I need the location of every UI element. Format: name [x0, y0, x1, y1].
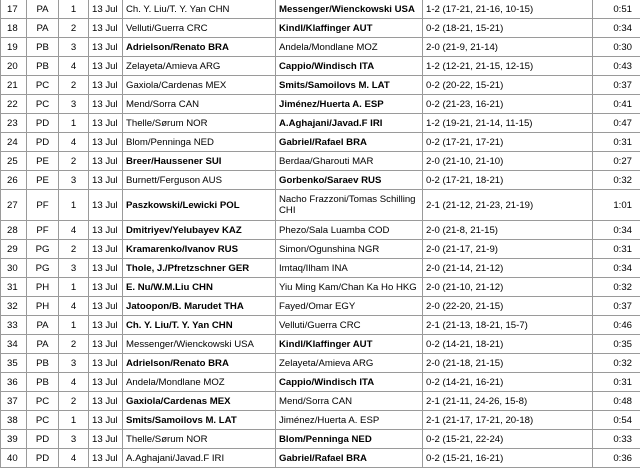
table-row — [1, 221, 640, 240]
pool-cell: PC — [27, 95, 59, 114]
match-number-cell: 36 — [1, 373, 27, 392]
date-cell: 13 Jul — [89, 259, 123, 278]
duration-cell: 0:31 — [593, 373, 640, 392]
match-number-cell: 33 — [1, 316, 27, 335]
date-cell: 13 Jul — [89, 278, 123, 297]
team-a-cell: Smits/Samoilovs M. LAT — [123, 411, 276, 430]
score-cell: 2-0 (22-20, 21-15) — [423, 297, 593, 316]
team-a-cell: Thelle/Sørum NOR — [123, 114, 276, 133]
duration-cell: 0:54 — [593, 411, 640, 430]
team-a-cell: E. Nu/W.M.Liu CHN — [123, 278, 276, 297]
pool-cell: PC — [27, 76, 59, 95]
court-cell: 1 — [59, 278, 89, 297]
table-row — [1, 392, 640, 411]
match-number-cell: 29 — [1, 240, 27, 259]
team-b-cell: Jiménez/Huerta A. ESP — [276, 411, 423, 430]
court-cell: 4 — [59, 133, 89, 152]
date-cell: 13 Jul — [89, 171, 123, 190]
pool-cell: PA — [27, 316, 59, 335]
team-b-cell: Kindl/Klaffinger AUT — [276, 19, 423, 38]
table-row — [1, 19, 640, 38]
court-cell: 2 — [59, 392, 89, 411]
duration-cell: 0:31 — [593, 133, 640, 152]
date-cell: 13 Jul — [89, 152, 123, 171]
date-cell: 13 Jul — [89, 316, 123, 335]
team-a-cell: Adrielson/Renato BRA — [123, 354, 276, 373]
pool-cell: PA — [27, 0, 59, 19]
duration-cell: 0:33 — [593, 430, 640, 449]
score-cell: 0-2 (14-21, 18-21) — [423, 335, 593, 354]
score-cell: 0-2 (15-21, 16-21) — [423, 449, 593, 468]
pool-cell: PF — [27, 190, 59, 221]
score-cell: 0-2 (17-21, 17-21) — [423, 133, 593, 152]
table-row — [1, 373, 640, 392]
match-number-cell: 37 — [1, 392, 27, 411]
team-b-cell: A.Aghajani/Javad.F IRI — [276, 114, 423, 133]
date-cell: 13 Jul — [89, 114, 123, 133]
date-cell: 13 Jul — [89, 221, 123, 240]
match-number-cell: 31 — [1, 278, 27, 297]
court-cell: 1 — [59, 0, 89, 19]
team-a-cell: Blom/Penninga NED — [123, 133, 276, 152]
date-cell: 13 Jul — [89, 57, 123, 76]
team-a-cell: Burnett/Ferguson AUS — [123, 171, 276, 190]
match-number-cell: 22 — [1, 95, 27, 114]
date-cell: 13 Jul — [89, 133, 123, 152]
duration-cell: 0:41 — [593, 95, 640, 114]
team-a-cell: Ch. Y. Liu/T. Y. Yan CHN — [123, 316, 276, 335]
match-number-cell: 38 — [1, 411, 27, 430]
court-cell: 4 — [59, 373, 89, 392]
score-cell: 1-2 (12-21, 21-15, 12-15) — [423, 57, 593, 76]
table-row — [1, 152, 640, 171]
duration-cell: 0:47 — [593, 114, 640, 133]
team-a-cell: Andela/Mondlane MOZ — [123, 373, 276, 392]
score-cell: 0-2 (21-23, 16-21) — [423, 95, 593, 114]
duration-cell: 0:48 — [593, 392, 640, 411]
pool-cell: PD — [27, 114, 59, 133]
pool-cell: PB — [27, 354, 59, 373]
date-cell: 13 Jul — [89, 411, 123, 430]
team-a-cell: Ch. Y. Liu/T. Y. Yan CHN — [123, 0, 276, 19]
table-row — [1, 190, 640, 221]
team-a-cell: Kramarenko/Ivanov RUS — [123, 240, 276, 259]
court-cell: 3 — [59, 354, 89, 373]
table-row — [1, 38, 640, 57]
duration-cell: 0:35 — [593, 335, 640, 354]
team-b-cell: Kindl/Klaffinger AUT — [276, 335, 423, 354]
duration-cell: 0:27 — [593, 152, 640, 171]
match-number-cell: 23 — [1, 114, 27, 133]
date-cell: 13 Jul — [89, 38, 123, 57]
court-cell: 1 — [59, 316, 89, 335]
court-cell: 4 — [59, 57, 89, 76]
team-b-cell: Velluti/Guerra CRC — [276, 316, 423, 335]
score-cell: 2-0 (21-10, 21-12) — [423, 278, 593, 297]
table-row — [1, 411, 640, 430]
match-number-cell: 21 — [1, 76, 27, 95]
pool-cell: PG — [27, 259, 59, 278]
date-cell: 13 Jul — [89, 354, 123, 373]
team-b-cell: Messenger/Wienckowski USA — [276, 0, 423, 19]
score-cell: 2-1 (21-12, 21-23, 21-19) — [423, 190, 593, 221]
match-number-cell: 26 — [1, 171, 27, 190]
match-number-cell: 39 — [1, 430, 27, 449]
pool-cell: PD — [27, 430, 59, 449]
duration-cell: 0:30 — [593, 38, 640, 57]
match-number-cell: 17 — [1, 0, 27, 19]
match-number-cell: 28 — [1, 221, 27, 240]
duration-cell: 0:34 — [593, 221, 640, 240]
table-row — [1, 171, 640, 190]
table-row — [1, 240, 640, 259]
table-row — [1, 0, 640, 19]
team-b-cell: Gabriel/Rafael BRA — [276, 449, 423, 468]
score-cell: 0-2 (20-22, 15-21) — [423, 76, 593, 95]
match-number-cell: 27 — [1, 190, 27, 221]
date-cell: 13 Jul — [89, 449, 123, 468]
match-number-cell: 34 — [1, 335, 27, 354]
court-cell: 4 — [59, 449, 89, 468]
court-cell: 2 — [59, 19, 89, 38]
score-cell: 2-1 (21-17, 17-21, 20-18) — [423, 411, 593, 430]
date-cell: 13 Jul — [89, 76, 123, 95]
duration-cell: 0:31 — [593, 240, 640, 259]
court-cell: 3 — [59, 38, 89, 57]
date-cell: 13 Jul — [89, 430, 123, 449]
duration-cell: 0:32 — [593, 171, 640, 190]
court-cell: 1 — [59, 411, 89, 430]
team-b-cell: Nacho Frazzoni/Tomas Schilling CHI — [276, 190, 423, 221]
table-row — [1, 354, 640, 373]
date-cell: 13 Jul — [89, 335, 123, 354]
date-cell: 13 Jul — [89, 19, 123, 38]
team-a-cell: Breer/Haussener SUI — [123, 152, 276, 171]
match-number-cell: 30 — [1, 259, 27, 278]
score-cell: 1-2 (17-21, 21-16, 10-15) — [423, 0, 593, 19]
team-a-cell: Paszkowski/Lewicki POL — [123, 190, 276, 221]
match-number-cell: 25 — [1, 152, 27, 171]
pool-cell: PE — [27, 171, 59, 190]
court-cell: 2 — [59, 76, 89, 95]
score-cell: 2-0 (21-8, 21-15) — [423, 221, 593, 240]
team-b-cell: Smits/Samoilovs M. LAT — [276, 76, 423, 95]
pool-cell: PH — [27, 278, 59, 297]
court-cell: 2 — [59, 240, 89, 259]
team-b-cell: Jiménez/Huerta A. ESP — [276, 95, 423, 114]
team-b-cell: Zelayeta/Amieva ARG — [276, 354, 423, 373]
court-cell: 4 — [59, 297, 89, 316]
table-row — [1, 449, 640, 468]
court-cell: 4 — [59, 221, 89, 240]
date-cell: 13 Jul — [89, 0, 123, 19]
date-cell: 13 Jul — [89, 95, 123, 114]
match-number-cell: 40 — [1, 449, 27, 468]
team-b-cell: Mend/Sorra CAN — [276, 392, 423, 411]
court-cell: 2 — [59, 152, 89, 171]
court-cell: 3 — [59, 430, 89, 449]
results-table-body — [1, 0, 640, 468]
table-row — [1, 259, 640, 278]
court-cell: 3 — [59, 95, 89, 114]
pool-cell: PA — [27, 335, 59, 354]
table-row — [1, 133, 640, 152]
match-number-cell: 18 — [1, 19, 27, 38]
team-b-cell: Yiu Ming Kam/Chan Ka Ho HKG — [276, 278, 423, 297]
pool-cell: PB — [27, 57, 59, 76]
team-b-cell: Phezo/Sala Luamba COD — [276, 221, 423, 240]
duration-cell: 0:46 — [593, 316, 640, 335]
match-number-cell: 20 — [1, 57, 27, 76]
team-a-cell: Gaxiola/Cardenas MEX — [123, 76, 276, 95]
team-a-cell: Gaxiola/Cardenas MEX — [123, 392, 276, 411]
team-b-cell: Cappio/Windisch ITA — [276, 57, 423, 76]
pool-cell: PC — [27, 392, 59, 411]
team-b-cell: Blom/Penninga NED — [276, 430, 423, 449]
court-cell: 1 — [59, 190, 89, 221]
score-cell: 2-0 (21-17, 21-9) — [423, 240, 593, 259]
match-number-cell: 32 — [1, 297, 27, 316]
match-number-cell: 19 — [1, 38, 27, 57]
table-row — [1, 57, 640, 76]
pool-cell: PD — [27, 133, 59, 152]
table-row — [1, 335, 640, 354]
team-a-cell: Adrielson/Renato BRA — [123, 38, 276, 57]
team-a-cell: Thelle/Sørum NOR — [123, 430, 276, 449]
score-cell: 2-0 (21-10, 21-10) — [423, 152, 593, 171]
court-cell: 3 — [59, 171, 89, 190]
duration-cell: 0:32 — [593, 354, 640, 373]
score-cell: 2-1 (21-11, 24-26, 15-8) — [423, 392, 593, 411]
pool-cell: PA — [27, 19, 59, 38]
table-row — [1, 95, 640, 114]
table-row — [1, 76, 640, 95]
team-b-cell: Simon/Ogunshina NGR — [276, 240, 423, 259]
pool-cell: PH — [27, 297, 59, 316]
team-b-cell: Andela/Mondlane MOZ — [276, 38, 423, 57]
duration-cell: 0:34 — [593, 259, 640, 278]
team-a-cell: Dmitriyev/Yelubayev KAZ — [123, 221, 276, 240]
score-cell: 2-0 (21-9, 21-14) — [423, 38, 593, 57]
table-row — [1, 430, 640, 449]
date-cell: 13 Jul — [89, 240, 123, 259]
team-b-cell: Gabriel/Rafael BRA — [276, 133, 423, 152]
court-cell: 2 — [59, 335, 89, 354]
pool-cell: PE — [27, 152, 59, 171]
score-cell: 2-1 (21-13, 18-21, 15-7) — [423, 316, 593, 335]
date-cell: 13 Jul — [89, 392, 123, 411]
duration-cell: 0:51 — [593, 0, 640, 19]
table-row — [1, 278, 640, 297]
duration-cell: 0:36 — [593, 449, 640, 468]
pool-cell: PB — [27, 373, 59, 392]
duration-cell: 0:32 — [593, 278, 640, 297]
duration-cell: 1:01 — [593, 190, 640, 221]
team-a-cell: Velluti/Guerra CRC — [123, 19, 276, 38]
team-a-cell: Zelayeta/Amieva ARG — [123, 57, 276, 76]
score-cell: 0-2 (14-21, 16-21) — [423, 373, 593, 392]
duration-cell: 0:37 — [593, 76, 640, 95]
team-a-cell: A.Aghajani/Javad.F IRI — [123, 449, 276, 468]
team-b-cell: Cappio/Windisch ITA — [276, 373, 423, 392]
pool-cell: PF — [27, 221, 59, 240]
court-cell: 3 — [59, 259, 89, 278]
team-a-cell: Jatoopon/B. Marudet THA — [123, 297, 276, 316]
score-cell: 2-0 (21-14, 21-12) — [423, 259, 593, 278]
score-cell: 1-2 (19-21, 21-14, 11-15) — [423, 114, 593, 133]
score-cell: 0-2 (15-21, 22-24) — [423, 430, 593, 449]
score-cell: 0-2 (17-21, 18-21) — [423, 171, 593, 190]
table-row — [1, 316, 640, 335]
team-a-cell: Thole, J./Pfretzschner GER — [123, 259, 276, 278]
table-row — [1, 297, 640, 316]
score-cell: 2-0 (21-18, 21-15) — [423, 354, 593, 373]
team-b-cell: Berdaa/Gharouti MAR — [276, 152, 423, 171]
date-cell: 13 Jul — [89, 297, 123, 316]
score-cell: 0-2 (18-21, 15-21) — [423, 19, 593, 38]
table-row — [1, 114, 640, 133]
team-b-cell: Gorbenko/Saraev RUS — [276, 171, 423, 190]
pool-cell: PD — [27, 449, 59, 468]
team-a-cell: Mend/Sorra CAN — [123, 95, 276, 114]
team-a-cell: Messenger/Wienckowski USA — [123, 335, 276, 354]
duration-cell: 0:43 — [593, 57, 640, 76]
court-cell: 1 — [59, 114, 89, 133]
pool-cell: PG — [27, 240, 59, 259]
match-number-cell: 24 — [1, 133, 27, 152]
pool-cell: PC — [27, 411, 59, 430]
duration-cell: 0:34 — [593, 19, 640, 38]
pool-cell: PB — [27, 38, 59, 57]
team-b-cell: Imtaq/Ilham INA — [276, 259, 423, 278]
team-b-cell: Fayed/Omar EGY — [276, 297, 423, 316]
duration-cell: 0:37 — [593, 297, 640, 316]
date-cell: 13 Jul — [89, 373, 123, 392]
date-cell: 13 Jul — [89, 190, 123, 221]
match-number-cell: 35 — [1, 354, 27, 373]
